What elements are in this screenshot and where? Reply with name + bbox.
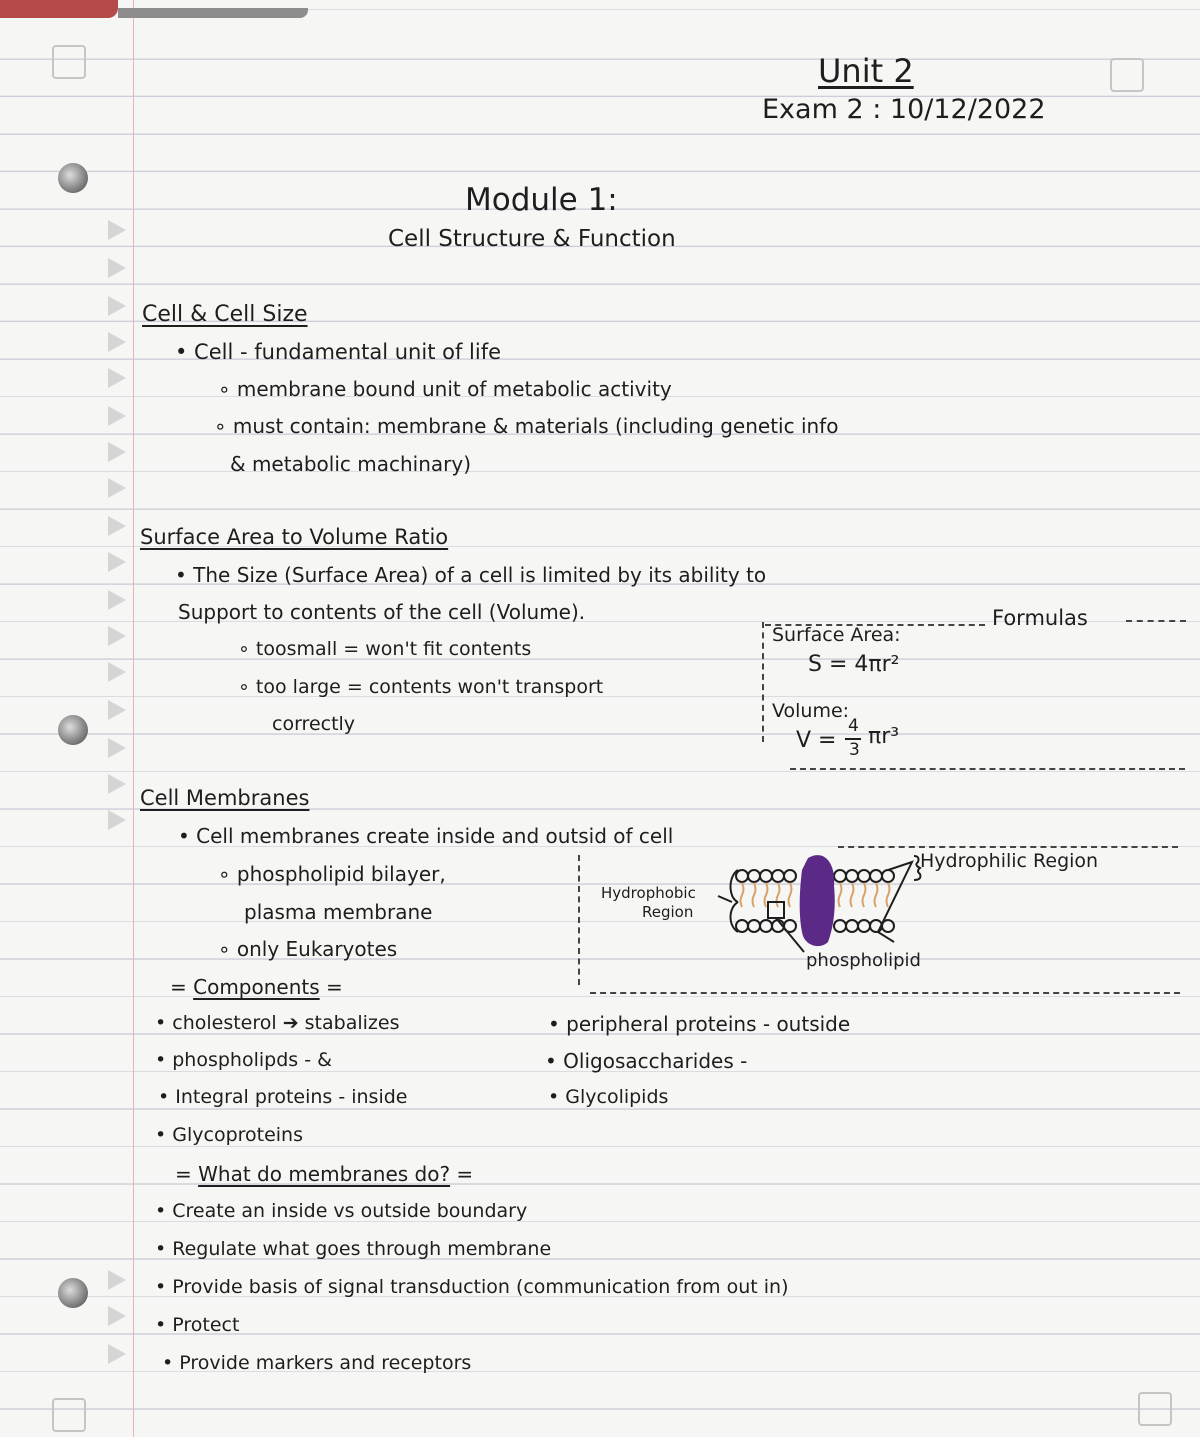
note-line: • Cell - fundamental unit of life bbox=[175, 340, 502, 364]
note-line: plasma membrane bbox=[244, 900, 433, 924]
margin-arrow bbox=[108, 296, 126, 316]
corner-marker bbox=[52, 45, 86, 79]
margin-arrow bbox=[108, 442, 126, 462]
subheading-functions: = What do membranes do? = bbox=[175, 1162, 474, 1186]
functions-heading: What do membranes do? bbox=[198, 1162, 451, 1186]
function-item: • Provide markers and receptors bbox=[162, 1352, 472, 1374]
page-tab-shadow bbox=[118, 8, 308, 18]
note-line: • The Size (Surface Area) of a cell is limited by its ability to bbox=[175, 563, 767, 587]
component-item: • Glycolipids bbox=[548, 1086, 669, 1108]
formula-surface-area: S = 4πr² bbox=[808, 652, 900, 677]
note-line: • Cell membranes create inside and outsid of cell bbox=[178, 824, 674, 848]
formula-volume-denominator: 3 bbox=[849, 740, 860, 760]
function-item: • Regulate what goes through membrane bbox=[155, 1238, 552, 1260]
function-item: • Provide basis of signal transduction (communication from out in) bbox=[155, 1276, 789, 1298]
margin-arrow bbox=[108, 368, 126, 388]
margin-arrow bbox=[108, 1306, 126, 1326]
punch-hole bbox=[58, 163, 88, 193]
formula-volume-suffix: πr³ bbox=[868, 724, 900, 749]
section-heading: Cell & Cell Size bbox=[142, 302, 308, 327]
margin-arrow bbox=[108, 662, 126, 682]
subheading-components: = Components = bbox=[170, 975, 343, 999]
margin-arrow bbox=[108, 774, 126, 794]
formula-label: Volume: bbox=[772, 700, 850, 722]
section-heading: Cell Membranes bbox=[140, 786, 310, 810]
function-item: • Create an inside vs outside boundary bbox=[155, 1200, 528, 1222]
note-line: correctly bbox=[272, 713, 356, 735]
diagram-label-phospholipid: phospholipid bbox=[806, 950, 921, 971]
margin-arrow bbox=[108, 258, 126, 278]
margin-arrow bbox=[108, 1344, 126, 1364]
formula-box-border bbox=[1126, 620, 1186, 622]
exam-date: Exam 2 : 10/12/2022 bbox=[762, 94, 1046, 125]
function-item: • Protect bbox=[155, 1314, 240, 1336]
margin-arrow bbox=[108, 590, 126, 610]
margin-arrow bbox=[108, 220, 126, 240]
punch-hole bbox=[58, 715, 88, 745]
note-line: ∘ toosmall = won't fit contents bbox=[238, 638, 532, 660]
formula-box-border bbox=[790, 768, 1185, 770]
punch-hole bbox=[58, 1278, 88, 1308]
corner-marker bbox=[1138, 1392, 1172, 1426]
note-line: ∘ must contain: membrane & materials (including genetic info bbox=[214, 414, 839, 438]
unit-title: Unit 2 bbox=[818, 52, 914, 90]
margin-arrow bbox=[108, 700, 126, 720]
component-item: • Glycoproteins bbox=[155, 1124, 304, 1146]
components-heading: Components bbox=[193, 975, 320, 999]
component-item: • Integral proteins - inside bbox=[158, 1086, 408, 1108]
margin-arrow bbox=[108, 1270, 126, 1290]
note-line: & metabolic machinary) bbox=[230, 452, 471, 476]
diagram-box-border bbox=[578, 855, 580, 985]
note-line: ∘ only Eukaryotes bbox=[218, 937, 398, 961]
diagram-label-hydrophilic: Hydrophilic Region bbox=[920, 850, 1099, 872]
margin-arrow bbox=[108, 552, 126, 572]
margin-arrow bbox=[108, 406, 126, 426]
component-item: • peripheral proteins - outside bbox=[548, 1012, 851, 1036]
margin-arrow bbox=[108, 332, 126, 352]
formula-volume-prefix: V = bbox=[796, 728, 837, 753]
note-line: ∘ membrane bound unit of metabolic activity bbox=[218, 377, 672, 401]
corner-marker bbox=[52, 1398, 86, 1432]
margin-arrow bbox=[108, 738, 126, 758]
component-item: • cholesterol ➔ stabalizes bbox=[155, 1012, 400, 1034]
diagram-label-hydrophobic: Region bbox=[642, 903, 694, 921]
component-item: • Oligosaccharides - bbox=[545, 1049, 748, 1073]
pointer-line bbox=[718, 896, 732, 902]
margin-arrow bbox=[108, 478, 126, 498]
integral-protein bbox=[800, 855, 835, 946]
component-item: • phospholipds - & bbox=[155, 1049, 332, 1071]
page-tab bbox=[0, 0, 118, 18]
diagram-label-hydrophobic: Hydrophobic bbox=[601, 884, 696, 902]
formula-box-border bbox=[762, 622, 764, 742]
formula-volume-numerator: 4 bbox=[848, 716, 859, 736]
module-subtitle: Cell Structure & Function bbox=[388, 226, 676, 252]
section-heading: Surface Area to Volume Ratio bbox=[140, 525, 449, 549]
margin-arrow bbox=[108, 626, 126, 646]
diagram-box-border bbox=[590, 992, 1180, 994]
note-line: ∘ phospholipid bilayer, bbox=[218, 862, 446, 886]
margin-line bbox=[133, 0, 134, 1437]
formula-label: Surface Area: bbox=[772, 624, 901, 646]
margin-arrow bbox=[108, 810, 126, 830]
corner-marker bbox=[1110, 58, 1144, 92]
note-line: ∘ too large = contents won't transport bbox=[238, 676, 604, 698]
margin-arrow bbox=[108, 516, 126, 536]
module-title: Module 1: bbox=[465, 182, 618, 218]
note-line: Support to contents of the cell (Volume). bbox=[178, 600, 586, 624]
formulas-label: Formulas bbox=[992, 606, 1088, 630]
